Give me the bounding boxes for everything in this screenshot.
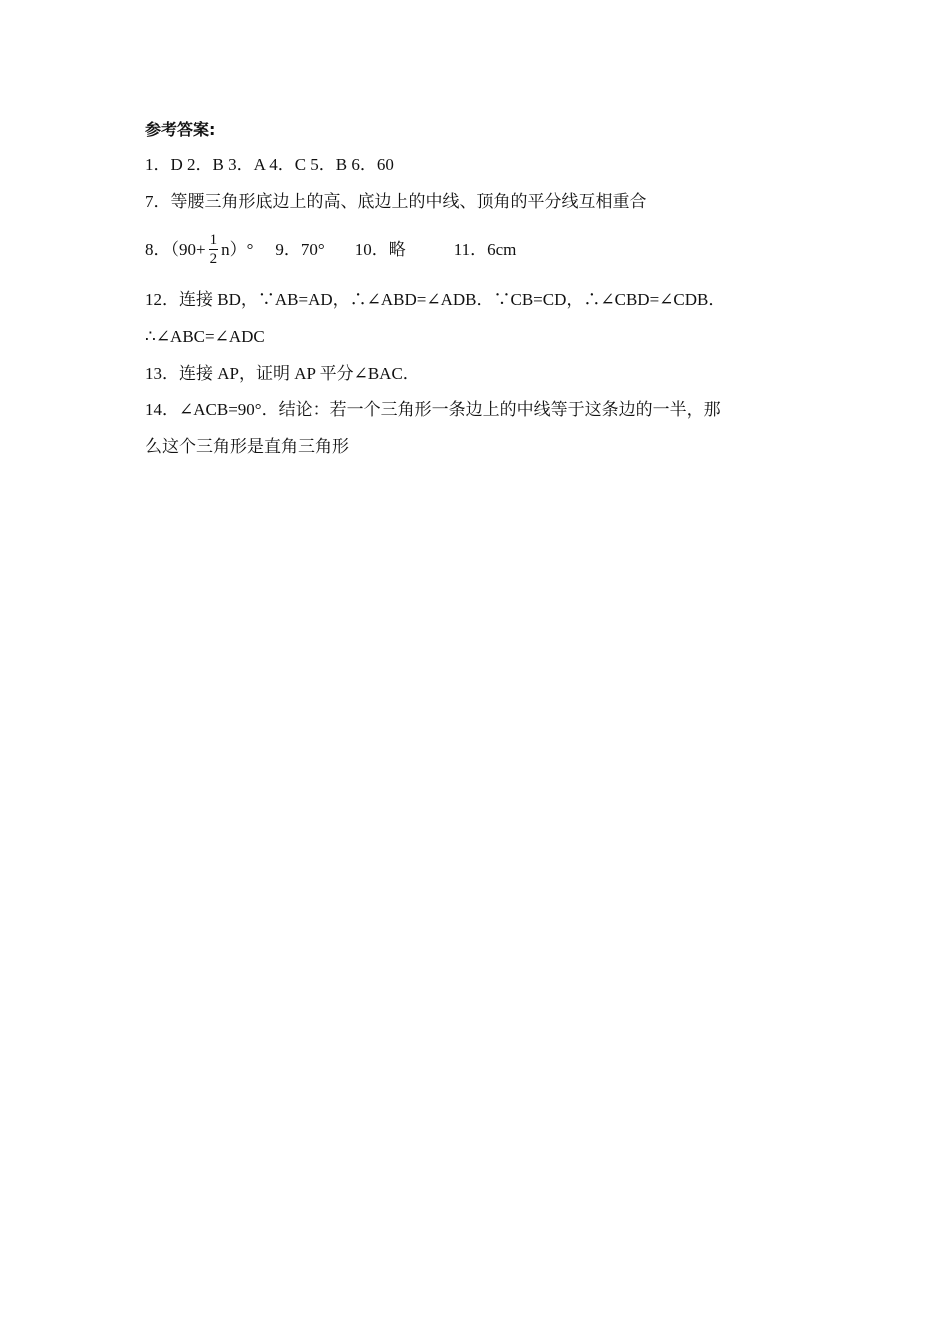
answer-line-14-continued: 么这个三角形是直角三角形 [145,437,349,456]
answer-line-13: 13．连接 AP，证明 AP 平分∠BAC． [145,364,420,383]
answer-9: 9．70° [275,240,325,259]
answer-line-7: 7．等腰三角形底边上的高、底边上的中线、顶角的平分线互相重合 [145,192,647,211]
answer-line-1-6: 1．D 2．B 3．A 4．C 5．B 6．60 [145,155,394,174]
fraction-one-half [209,231,219,268]
answer-11: 11．6cm [453,240,517,259]
answers-heading: 参考答案: [145,120,216,139]
answer-8-prefix: 8．（90+ [145,240,206,259]
answer-line-12: 12．连接 BD，∵AB=AD，∴∠ABD=∠ADB．∵CB=CD，∴∠CBD=∠CDB． [145,290,726,309]
answer-line-8-11 [145,229,516,271]
answer-line-14: 14．∠ACB=90°．结论：若一个三角形一条边上的中线等于这条边的一半，那 [145,400,721,419]
fraction-numerator: 1 [209,231,218,248]
fraction-denominator: 2 [209,250,218,267]
answer-8-suffix: n）° [221,240,254,259]
answer-line-12-continued: ∴∠ABC=∠ADC [145,327,265,346]
answer-10: 10．略 [354,240,406,259]
